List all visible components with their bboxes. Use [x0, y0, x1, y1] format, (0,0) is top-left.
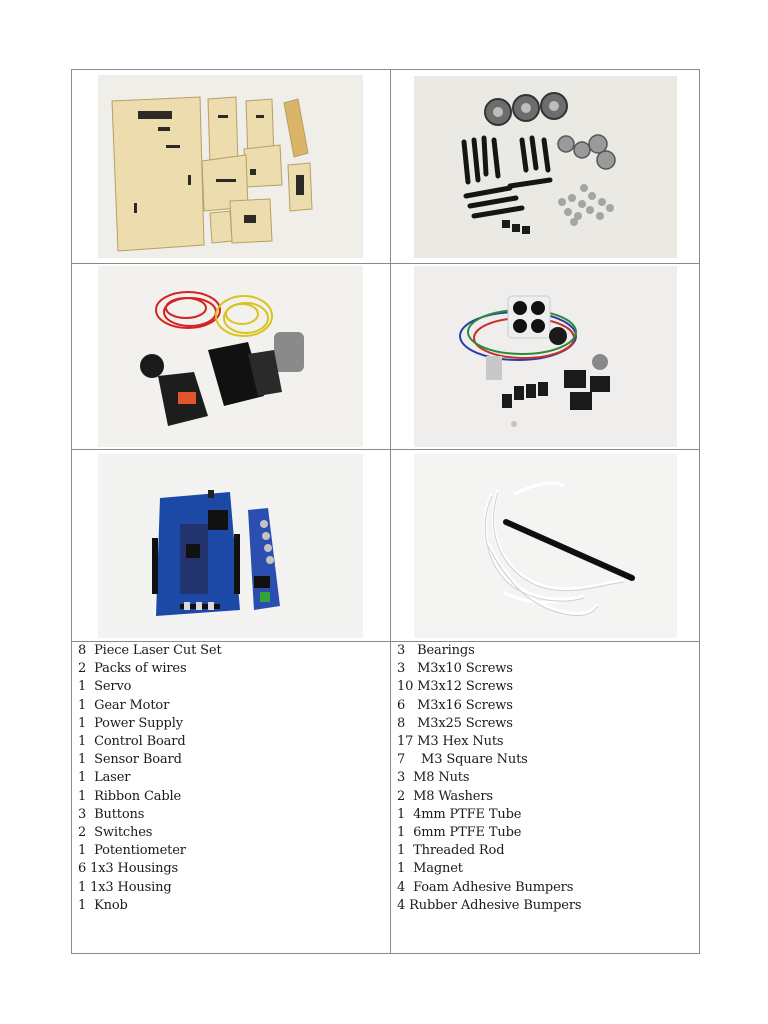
list-item: 1 Laser [78, 770, 131, 786]
list-item: 1 Power Supply [78, 715, 183, 731]
list-item: 6 M3x16 Screws [397, 697, 513, 713]
list-item: 1 Knob [78, 897, 128, 913]
list-item: 4 Rubber Adhesive Bumpers [397, 897, 582, 913]
list-item: 3 M3x10 Screws [397, 661, 513, 677]
column-divider [390, 70, 391, 953]
list-item: 8 M3x25 Screws [397, 715, 513, 731]
list-item: 1 Gear Motor [78, 697, 170, 713]
right-parts-list [397, 642, 581, 915]
list-item: 17 M3 Hex Nuts [397, 734, 504, 750]
list-item: 6 1x3 Housings [78, 861, 179, 877]
list-item: 3 Bearings [397, 643, 475, 658]
list-item: 1 Threaded Rod [397, 843, 505, 859]
list-item: 8 Piece Laser Cut Set [78, 643, 222, 658]
control-board-photo [98, 454, 363, 638]
list-item: 3 Buttons [78, 806, 145, 822]
list-item: 1 6mm PTFE Tube [397, 825, 522, 841]
list-item: 1 4mm PTFE Tube [397, 806, 522, 822]
list-item: 1 1x3 Housing [78, 879, 172, 895]
parts-table [71, 69, 700, 954]
left-parts-list [78, 642, 222, 915]
list-item: 1 Potentiometer [78, 843, 186, 859]
list-item: 1 Servo [78, 679, 132, 695]
list-item: 1 Magnet [397, 861, 463, 877]
row-divider-1 [72, 263, 699, 264]
list-item: 2 Switches [78, 825, 153, 841]
list-item: 3 M8 Nuts [397, 770, 470, 786]
list-item: 2 Packs of wires [78, 661, 187, 677]
list-item: 1 Ribbon Cable [78, 788, 182, 804]
list-item: 10 M3x12 Screws [397, 679, 513, 695]
switches-and-cable-photo [414, 266, 677, 447]
list-item: 2 M8 Washers [397, 788, 493, 804]
wires-and-motors-photo [98, 266, 363, 447]
list-item: 1 Control Board [78, 734, 186, 750]
ptfe-tubes-photo [414, 454, 677, 638]
hardware-photo [414, 76, 677, 258]
list-item: 1 Sensor Board [78, 752, 182, 768]
list-item: 7 M3 Square Nuts [397, 752, 528, 768]
laser-cut-set-photo [98, 75, 363, 258]
list-item: 4 Foam Adhesive Bumpers [397, 879, 574, 895]
row-divider-2 [72, 449, 699, 450]
